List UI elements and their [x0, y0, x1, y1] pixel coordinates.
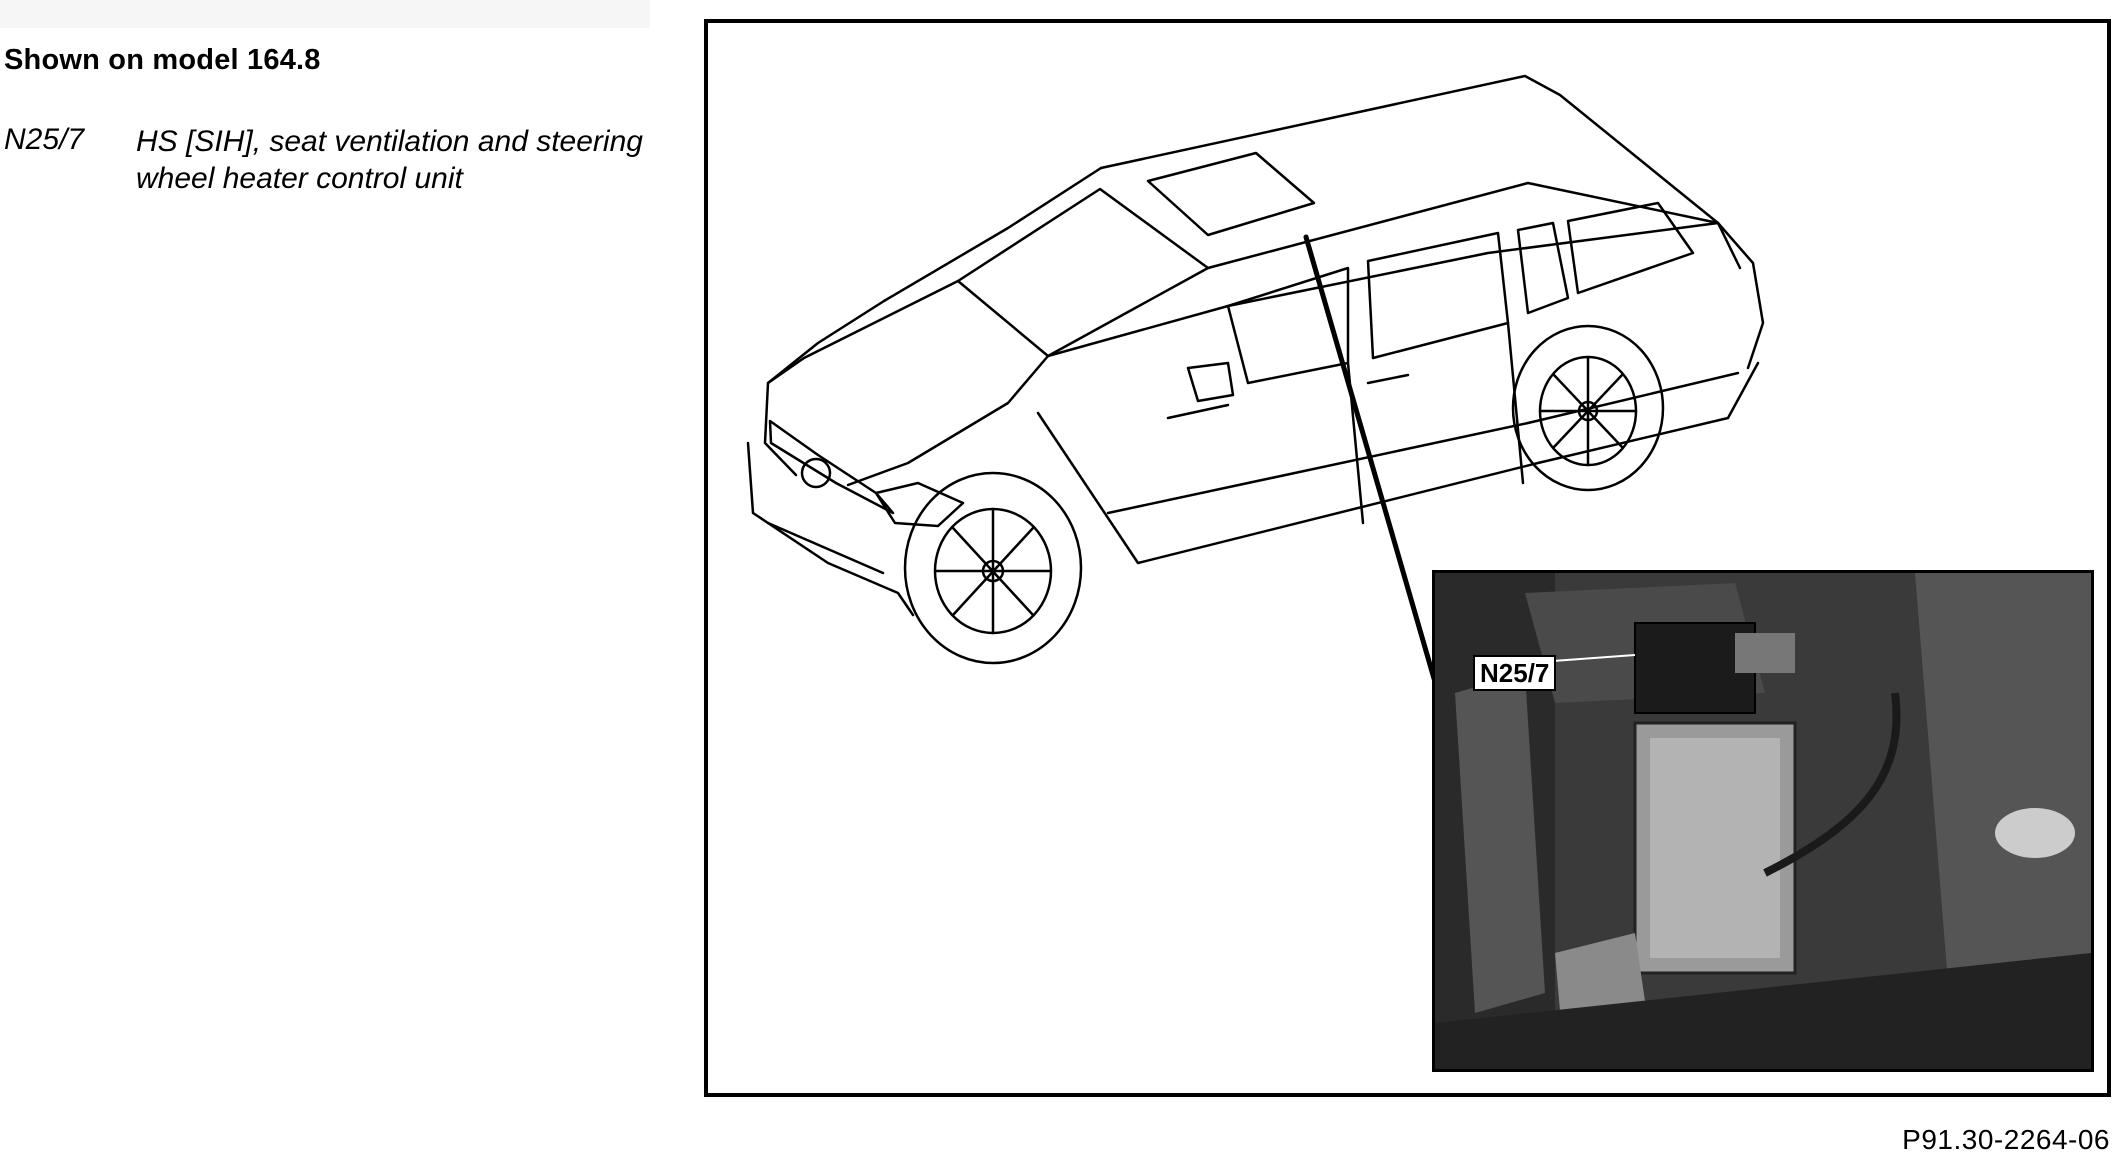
header-strip [0, 0, 650, 28]
legend-description: HS [SIH], seat ventilation and steering wheel heater control unit [136, 125, 643, 195]
component-photo [1435, 573, 2091, 1069]
legend-code: N25/7 [4, 123, 85, 156]
figure-frame [704, 19, 2111, 1097]
component-photo-inset [1432, 570, 2094, 1072]
page-heading: Shown on model 164.8 [4, 44, 321, 76]
figure-reference-id: P91.30-2264-06 [1902, 1124, 2110, 1155]
component-callout-label: N25/7 [1473, 655, 1556, 691]
